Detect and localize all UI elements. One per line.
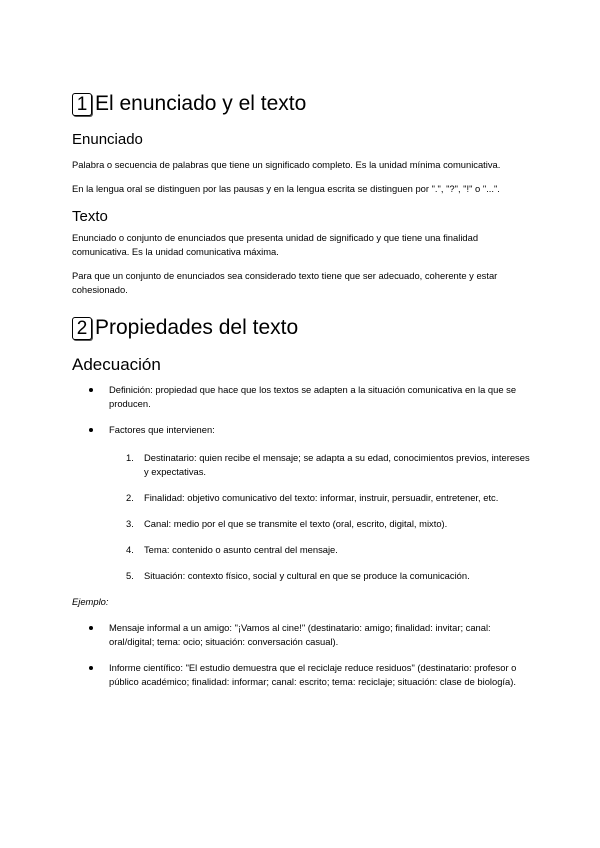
heading-adecuacion: Adecuación bbox=[72, 355, 161, 374]
heading-texto: Texto bbox=[72, 208, 108, 225]
factor-text: Finalidad: objetivo comunicativo del texto: informar, instruir, persuadir, entretener, etc. bbox=[144, 492, 499, 503]
list-item bbox=[72, 517, 532, 531]
list-item bbox=[72, 621, 532, 649]
factor-text: Canal: medio por el que se transmite el texto (oral, escrito, digital, mixto). bbox=[144, 518, 448, 529]
factor-text: Situación: contexto físico, social y cultural en que se produce la comunicación. bbox=[144, 570, 470, 581]
bullet-text: Factores que intervienen: bbox=[109, 424, 215, 435]
list-number: 2. bbox=[126, 492, 134, 503]
list-item bbox=[72, 661, 532, 689]
list-item bbox=[72, 569, 532, 583]
texto-definition: Enunciado o conjunto de enunciados que presenta unidad de significado y que tiene una finalidad comunicativa. Es la unidad comunicativa máxima. bbox=[72, 232, 479, 257]
bullet-icon bbox=[89, 428, 93, 432]
list-item bbox=[72, 491, 532, 505]
texto-requirements: Para que un conjunto de enunciados sea considerado texto tiene que ser adecuado, coherente y estar cohesionado. bbox=[72, 270, 498, 295]
section-2-title-text: Propiedades del texto bbox=[95, 316, 299, 339]
list-item bbox=[72, 543, 532, 557]
section-1-title bbox=[72, 90, 532, 118]
examples-bullet-list bbox=[72, 621, 532, 689]
example-text: Informe científico: "El estudio demuestra que el reciclaje reduce residuos" (destinatario: profesor o público académico; finalidad: informar; canal: escrito; tema: reciclaje; situación: clase de biología). bbox=[109, 662, 517, 687]
list-number: 5. bbox=[126, 570, 134, 581]
bullet-icon bbox=[89, 666, 93, 670]
bullet-icon bbox=[89, 388, 93, 392]
section-2-number-badge: 2 bbox=[72, 317, 92, 340]
list-number: 4. bbox=[126, 544, 134, 555]
adecuacion-bullet-list bbox=[72, 383, 532, 437]
section-2-title bbox=[72, 314, 532, 342]
bullet-icon bbox=[89, 626, 93, 630]
factor-text: Destinatario: quien recibe el mensaje; se adapta a su edad, conocimientos previos, intereses y expectativas. bbox=[144, 452, 530, 477]
list-number: 3. bbox=[126, 518, 134, 529]
list-item bbox=[72, 383, 532, 411]
list-number: 1. bbox=[126, 452, 134, 463]
example-label: Ejemplo: bbox=[72, 596, 109, 607]
document-content bbox=[72, 90, 532, 689]
section-1-number-badge: 1 bbox=[72, 93, 92, 116]
factors-numbered-list bbox=[72, 451, 532, 583]
enunciado-distinction: En la lengua oral se distinguen por las pausas y en la lengua escrita se distinguen por ".", "?", "!" o "...". bbox=[72, 183, 500, 194]
bullet-text: Definición: propiedad que hace que los textos se adapten a la situación comunicativa en la que se producen. bbox=[109, 384, 517, 409]
factor-text: Tema: contenido o asunto central del mensaje. bbox=[144, 544, 338, 555]
example-text: Mensaje informal a un amigo: "¡Vamos al cine!" (destinatario: amigo; finalidad: invitar; canal: oral/digital; tema: ocio; situación: conversación casual). bbox=[109, 622, 491, 647]
section-1-title-text: El enunciado y el texto bbox=[95, 92, 307, 115]
list-item bbox=[72, 451, 532, 479]
enunciado-definition: Palabra o secuencia de palabras que tiene un significado completo. Es la unidad mínima comunicativa. bbox=[72, 159, 501, 170]
heading-enunciado: Enunciado bbox=[72, 131, 143, 148]
list-item bbox=[72, 423, 532, 437]
